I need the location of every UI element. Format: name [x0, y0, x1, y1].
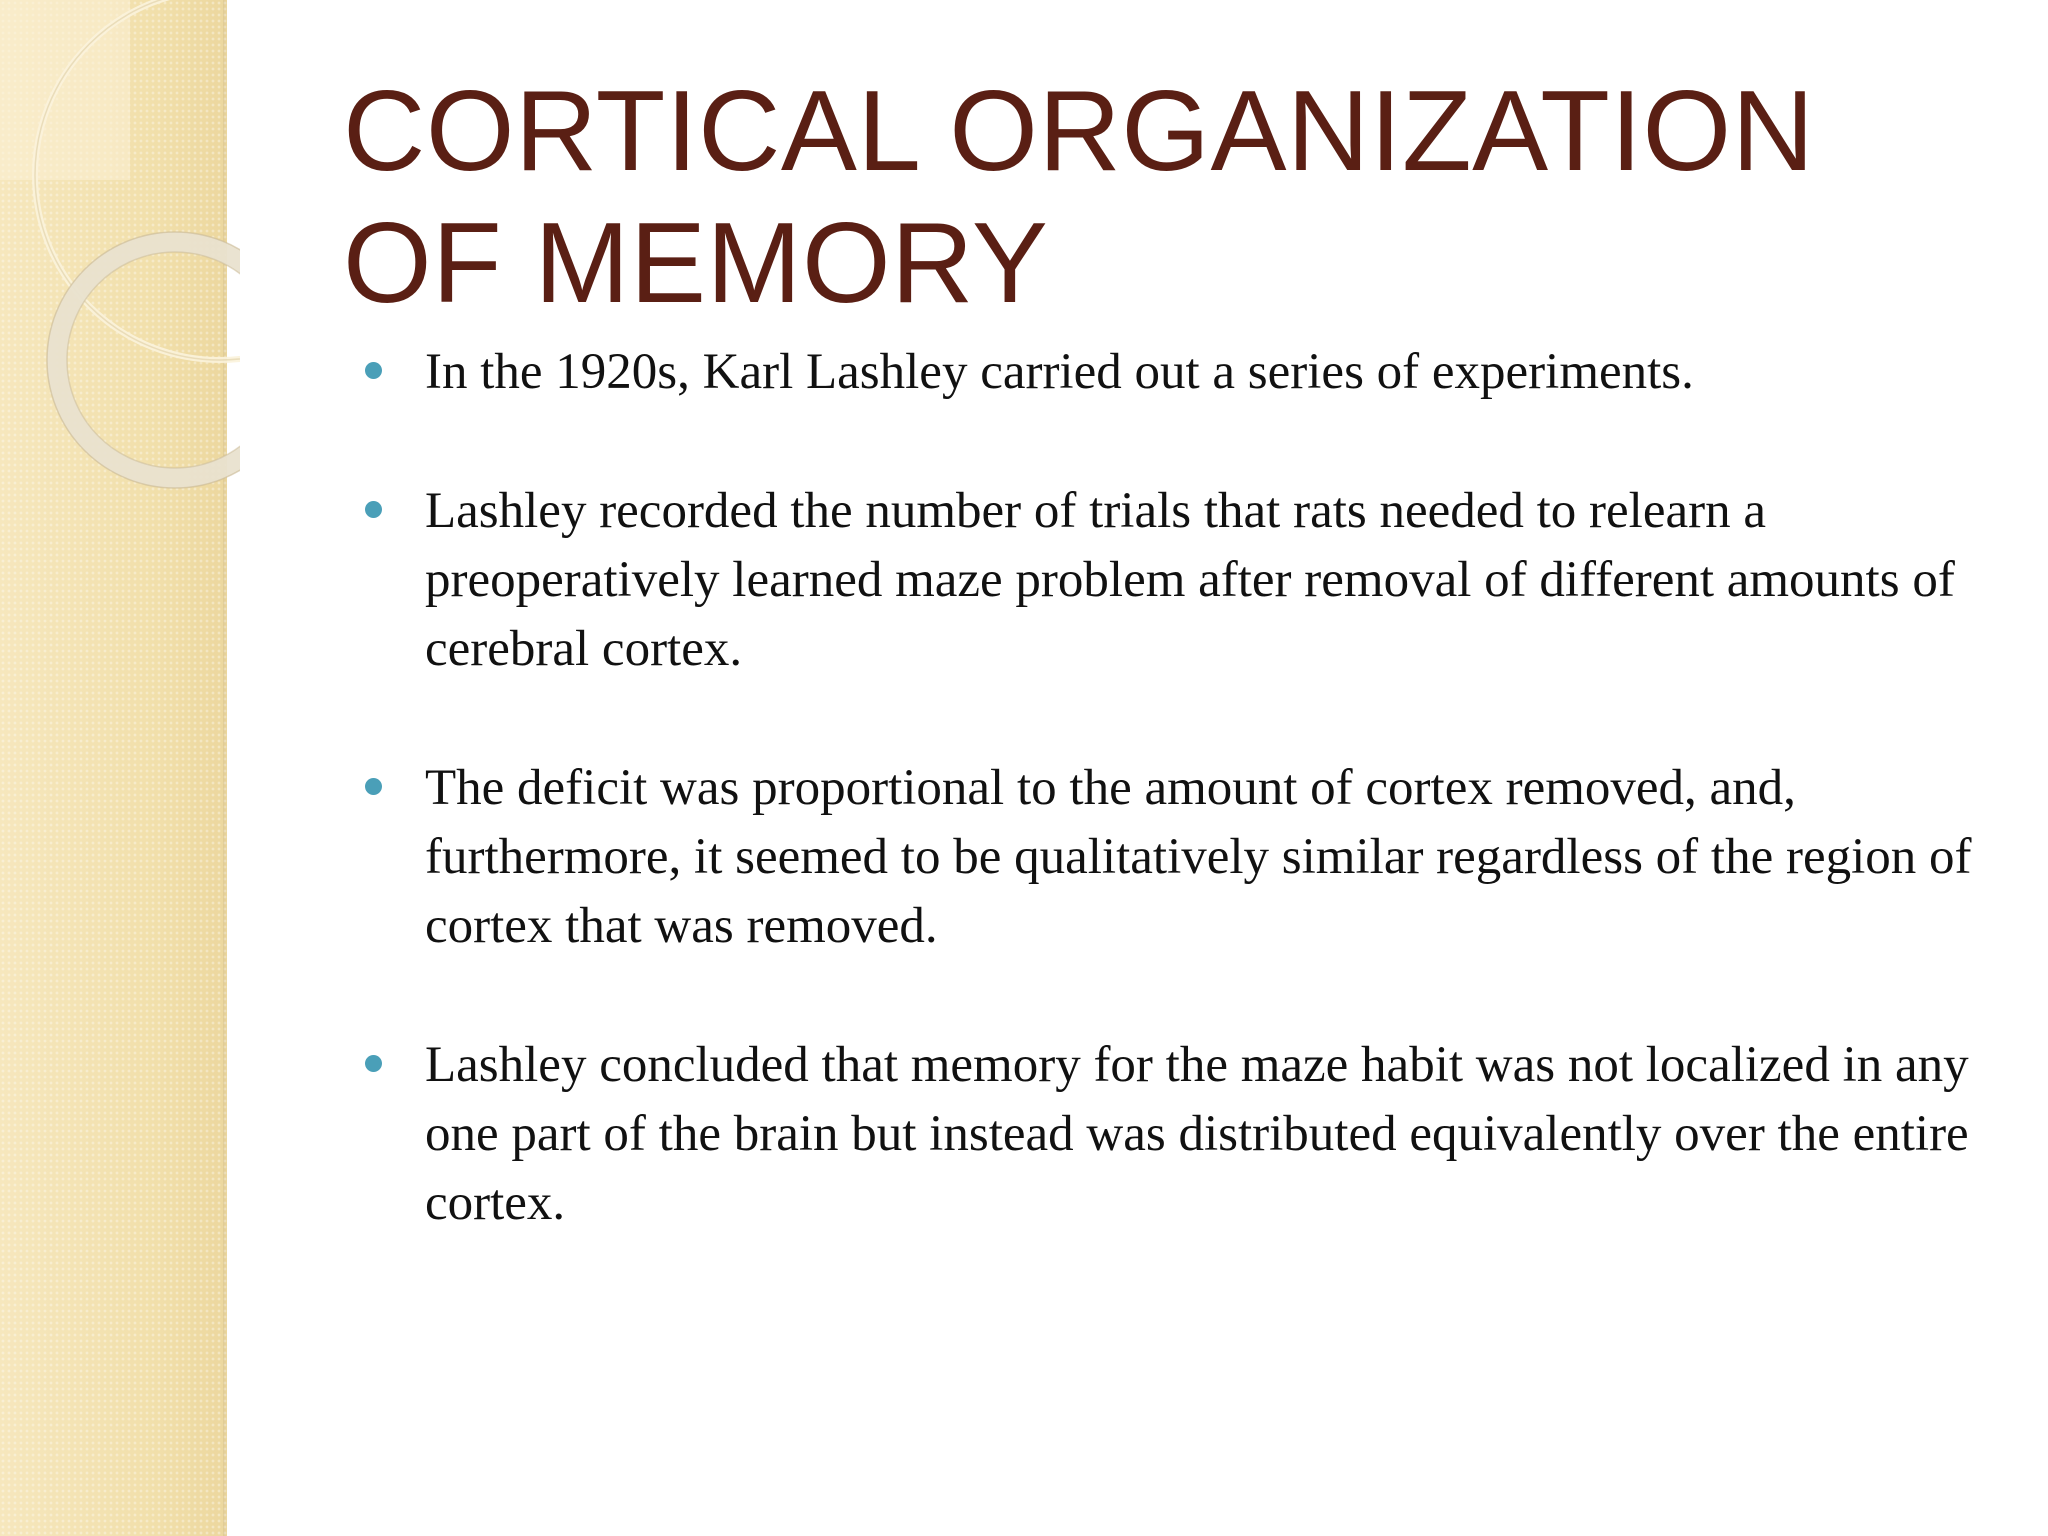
bullet-text: Lashley recorded the number of trials that rats needed to relearn a preoperatively learned maze problem after removal of different amounts of cerebral cortex. [425, 483, 1955, 677]
bullet-item [360, 338, 2000, 407]
bullet-text: The deficit was proportional to the amount of cortex removed, and, furthermore, it seemed to be qualitatively similar regardless of the region of cortex that was removed. [425, 760, 1972, 954]
bullet-dot-icon [365, 501, 382, 518]
decorative-rings-icon [0, 0, 240, 520]
bullet-list [360, 338, 2000, 1308]
bullet-dot-icon [365, 778, 382, 795]
bullet-dot-icon [365, 362, 382, 379]
bullet-item [360, 477, 2000, 684]
bullet-dot-icon [365, 1055, 382, 1072]
bullet-text: In the 1920s, Karl Lashley carried out a series of experiments. [425, 344, 1694, 400]
bullet-text: Lashley concluded that memory for the maze habit was not localized in any one part of the brain but instead was distributed equivalently over the entire cortex. [425, 1037, 1969, 1231]
bullet-item [360, 754, 2000, 961]
bullet-item [360, 1031, 2000, 1238]
slide-title: CORTICAL ORGANIZATION OF MEMORY [343, 68, 1815, 327]
